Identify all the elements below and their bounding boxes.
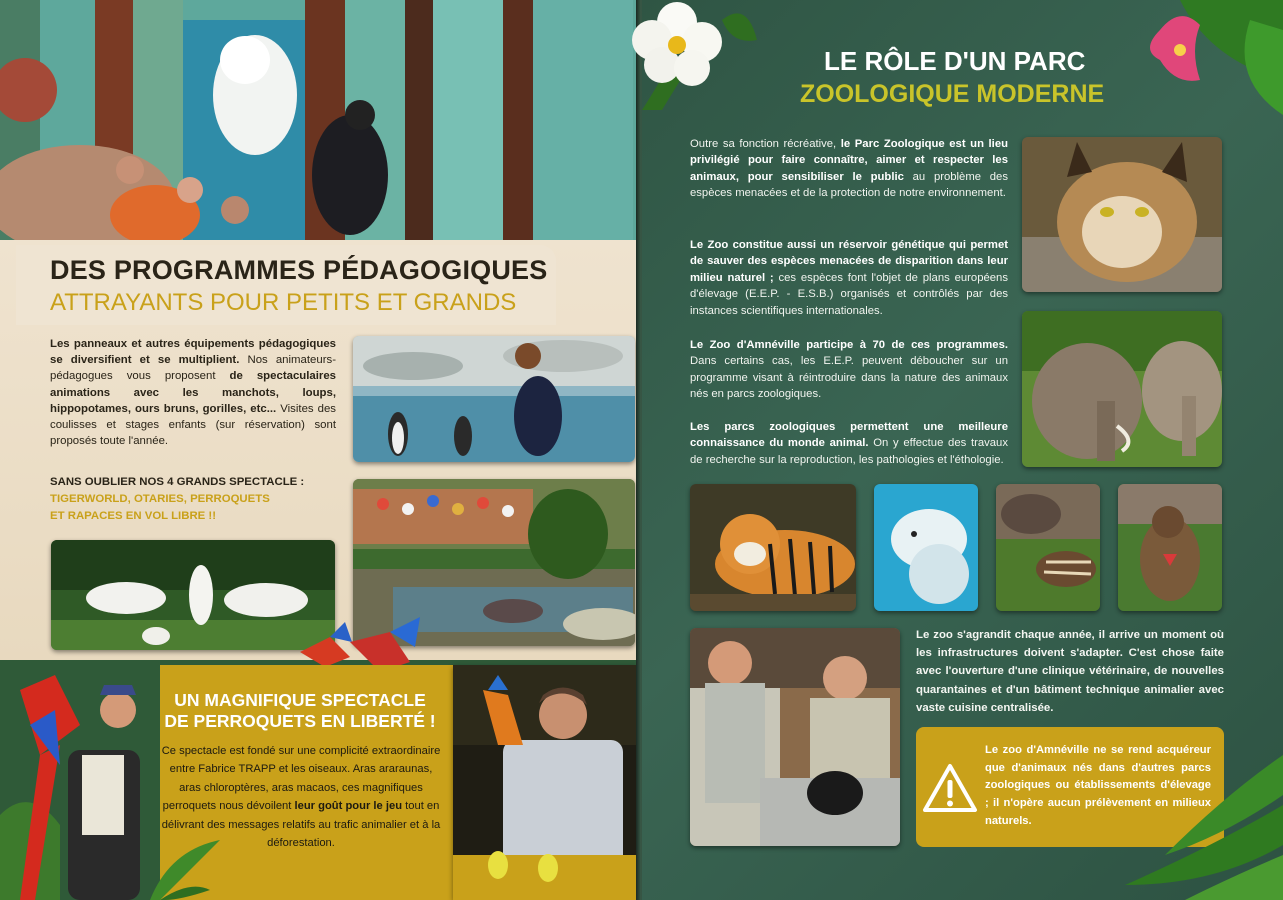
text-segment: Les parcs zoologiques permettent une meilleure connaissance du monde animal.: [690, 421, 1008, 450]
left-title-line1: DES PROGRAMMES PÉDAGOGIQUES: [50, 255, 548, 285]
white-flower-icon: [632, 0, 762, 110]
polar-bear-viewing-photo: [0, 0, 636, 240]
text-segment: tout en délivrant des messages relatifs au trafic animalier et à la déforestation.: [161, 800, 441, 850]
gelada-baboon-photo: [1118, 484, 1222, 611]
spectacles-heading-line1: SANS OUBLIER NOS 4 GRANDS SPECTACLE :: [50, 476, 305, 488]
tiger-photo: [690, 484, 856, 611]
text-segment: Les panneaux et autres équipements pédagogiques se diversifient et se multiplient.: [50, 338, 336, 367]
right-title-line2: ZOOLOGIQUE MODERNE: [800, 80, 1105, 108]
trainer-with-macaw-photo: [0, 665, 160, 900]
elephants-photo: [1022, 311, 1222, 467]
text-segment: Outre sa fonction récréative,: [690, 138, 841, 150]
warning-icon: [922, 762, 978, 814]
lynx-photo: [1022, 137, 1222, 292]
left-intro-paragraph: [50, 336, 336, 449]
text-segment: Nos animateurs-pédagogues vous proposent: [50, 354, 336, 383]
text-segment: leur goût pour le jeu: [294, 800, 403, 813]
text-segment: Ce spectacle est fondé sur une complicité extraordinaire entre Fabrice TRAPP et les oiseaux. Aras araraunas, aras chloroptères, aras macaos, ces magnifiques perroquets nous dévoilent: [161, 745, 441, 813]
spectacles-heading: [50, 474, 350, 525]
parrot-show-title: [155, 690, 445, 732]
text-segment: On y effectue des travaux de recherche sur la reproduction, les pathologies et l'éthologie.: [690, 437, 1008, 466]
expansion-paragraph: Le zoo s'agrandit chaque année, il arrive un moment où les infrastructures doivent s'adapter. C'est chose faite avec l'ouverture d'une clinique vétérinaire, de nouvelles quarantaines et d'un bâtiment technique animalier avec vaste cuisine centralisée.: [916, 629, 1224, 714]
right-paragraph-1: [690, 136, 1008, 202]
text-segment: Visites des coulisses et stages enfants (sur réservation) sont proposés toute l'année.: [50, 402, 336, 448]
right-title-line1: LE RÔLE D'UN PARC: [824, 46, 1086, 76]
penguin-feeding-photo: [353, 336, 635, 462]
parrot-show-title-line2: DE PERROQUETS EN LIBERTÉ !: [164, 711, 436, 731]
right-paragraph-2: [690, 237, 1008, 319]
veterinary-clinic-photo: [690, 628, 900, 846]
right-paragraph-3: [690, 337, 1008, 403]
left-title-line2: ATTRAYANTS POUR PETITS ET GRANDS: [50, 289, 517, 316]
spectacles-heading-line3: ET RAPACES EN VOL LIBRE !!: [50, 510, 217, 522]
hibiscus-leaf-icon: [1100, 0, 1283, 120]
palm-leaf-icon: [1105, 735, 1283, 900]
warning-text: Le zoo d'Amnéville ne se rend acquéreur que d'animaux nés dans d'autres parcs zoologiques ou établissements d'élevage ; il n'opère aucun prélèvement en milieux naturels.: [985, 744, 1211, 827]
text-segment: Le Zoo d'Amnéville participe à 70 de ces programmes.: [690, 339, 1008, 351]
text-segment: Le Zoo constitue aussi un réservoir génétique qui permet de sauver des espèces menacées de disparition dans leur milieu naturel ;: [690, 239, 1008, 284]
text-segment: au problème des espèces menacées et de la protection de notre environnement.: [690, 170, 1008, 200]
man-with-macaw-photo: [453, 665, 636, 900]
text-segment: de spectaculaires animations avec les manchots, loups, hippopotames, ours bruns, gorilles, etc...: [50, 370, 337, 415]
right-paragraph-4: [690, 419, 1008, 468]
swimming-polar-bear-photo: [874, 484, 978, 611]
text-segment: ces espèces font l'objet de plans européens d'élevage (E.E.P. - E.S.B.) organisés et contrôlés par des instances scientifiques internationales.: [690, 271, 1008, 317]
parrot-show-title-line1: UN MAGNIFIQUE SPECTACLE: [174, 690, 426, 710]
text-segment: Dans certains cas, les E.E.P. peuvent déboucher sur un programme visant à réintroduire dans la nature des animaux nés en parcs zoologiques.: [690, 355, 1008, 401]
tapirs-photo: [996, 484, 1100, 611]
leaf-decoration-icon: [150, 820, 220, 900]
left-page: [0, 0, 640, 900]
spectacles-heading-line2: TIGERWORLD, OTARIES, PERROQUETS: [50, 493, 270, 505]
text-segment: le Parc Zoologique est un lieu privilégié pour faire connaître, aimer et respecter les animaux, pour sensibiliser le public: [690, 138, 1008, 183]
